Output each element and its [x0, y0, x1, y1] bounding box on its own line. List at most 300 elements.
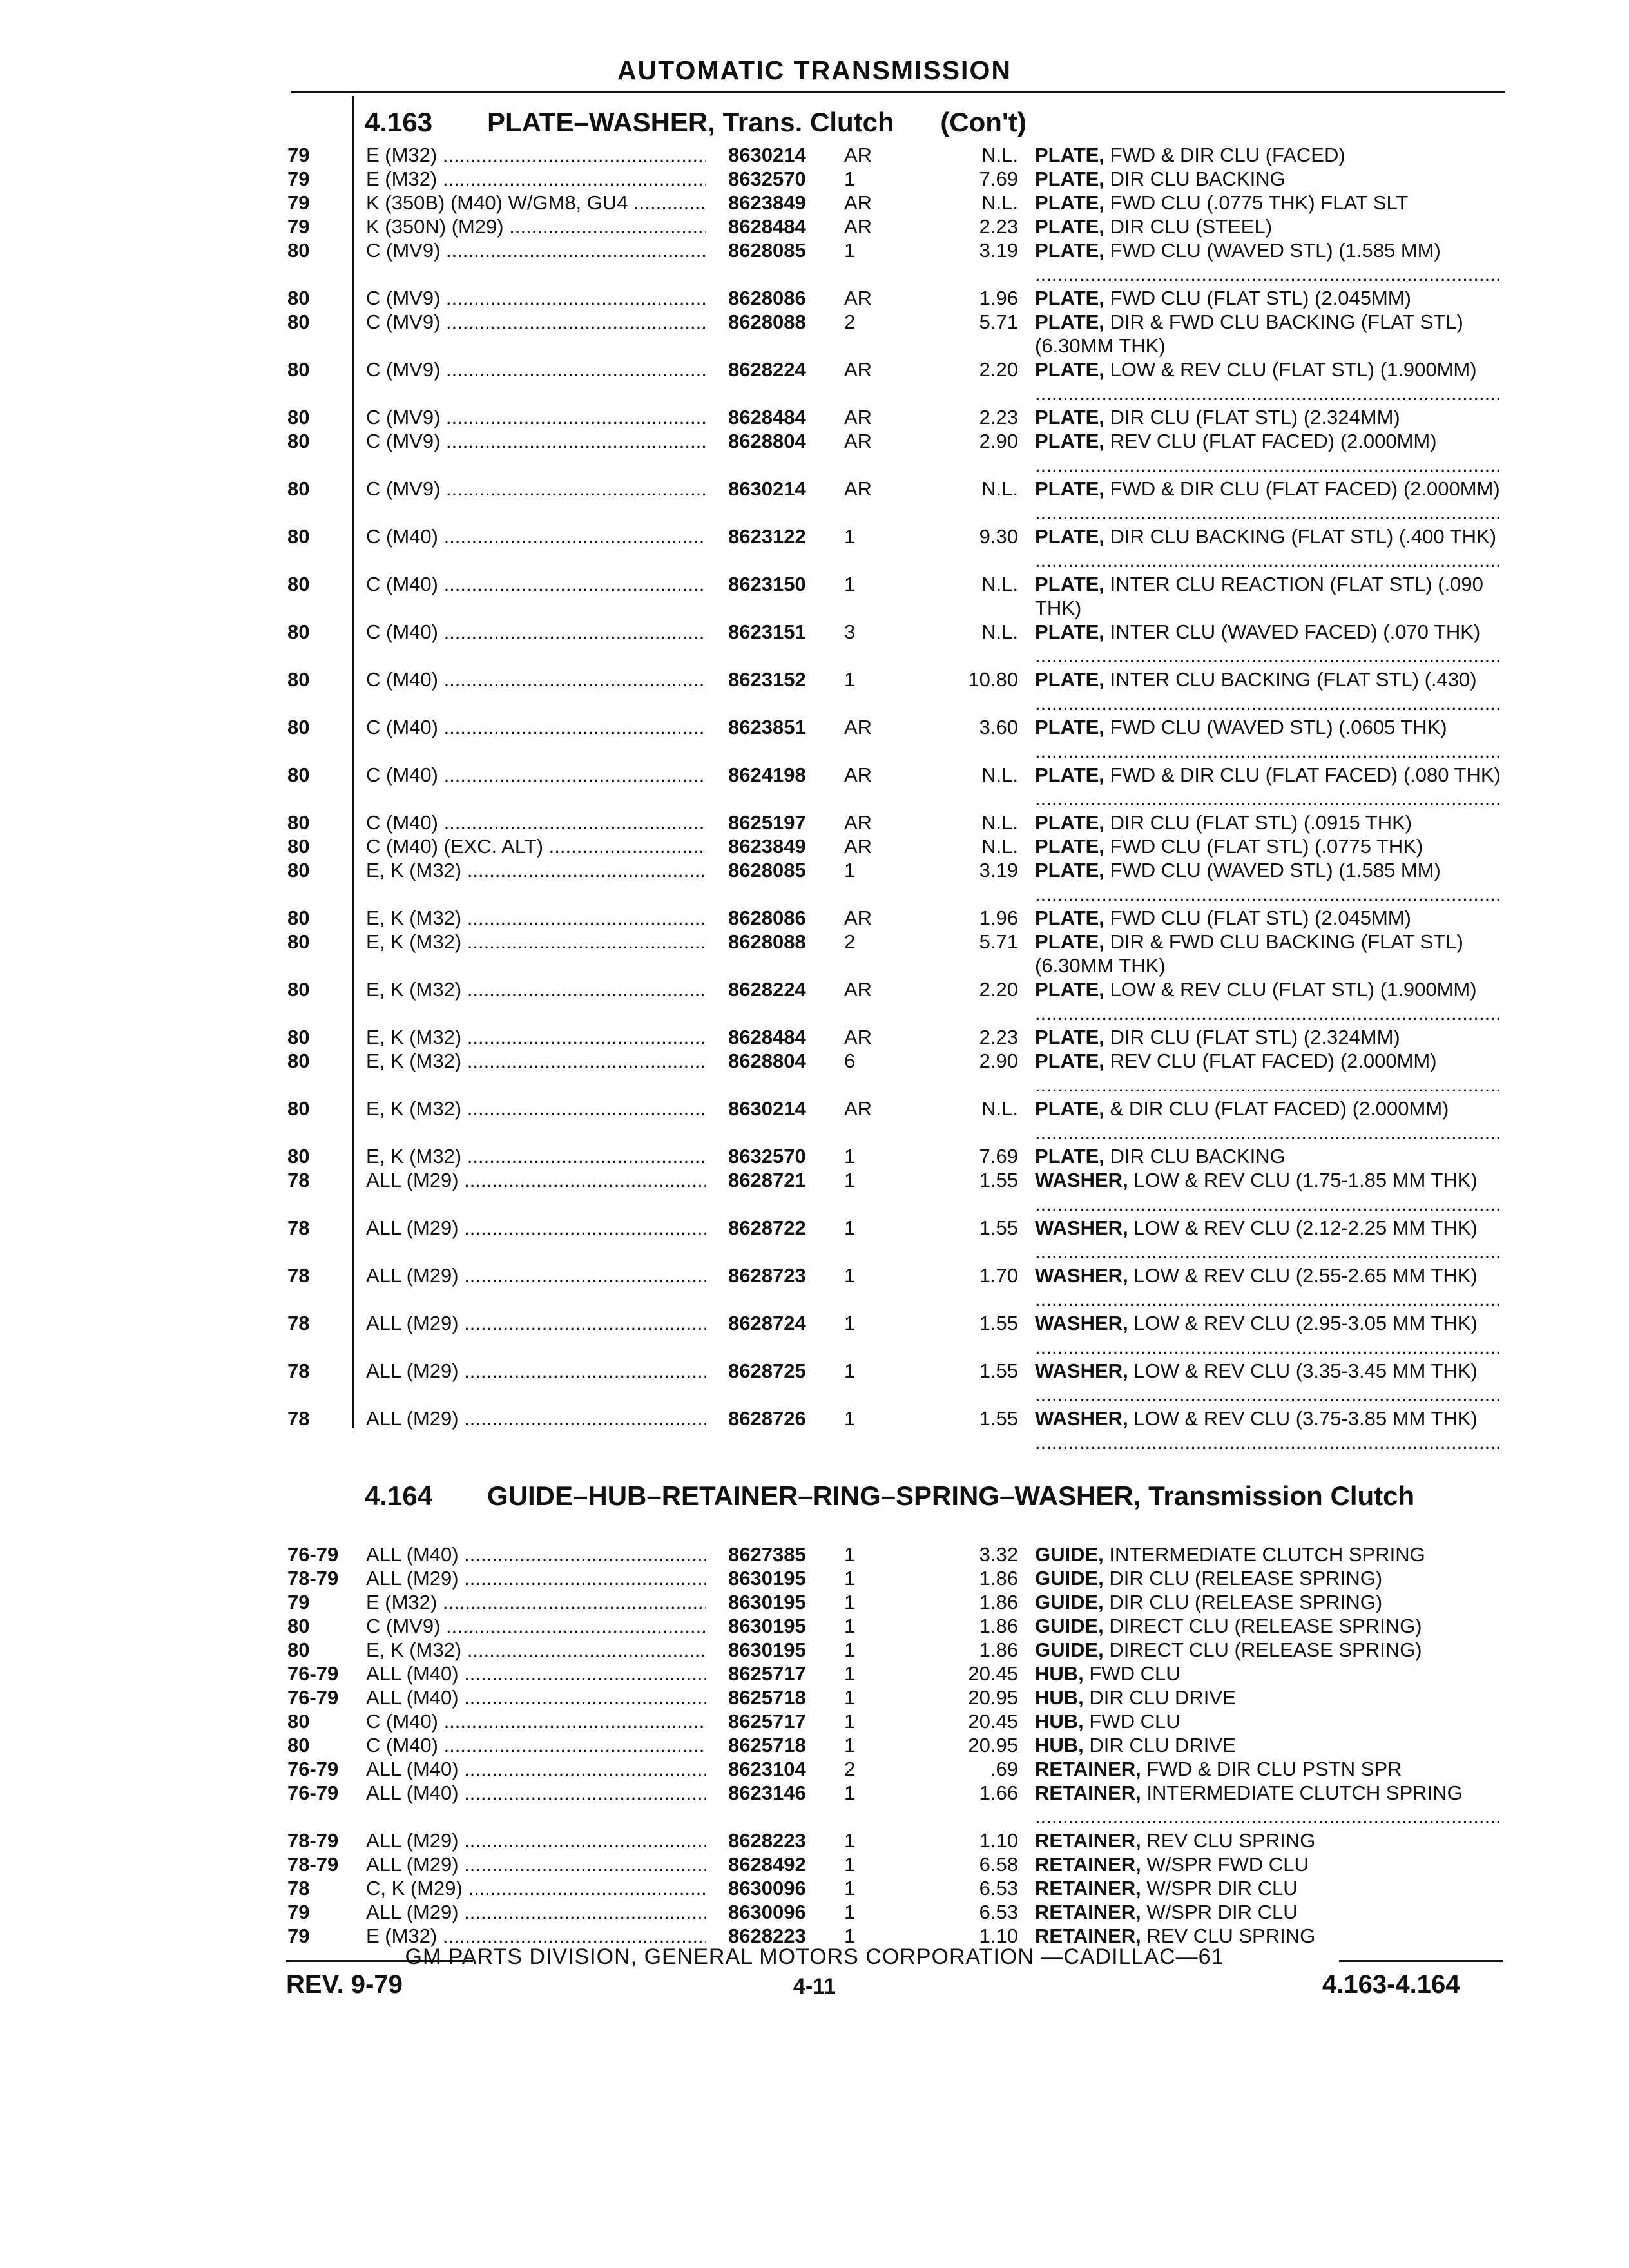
quantity-cell: 1: [844, 1734, 856, 1756]
model-text: C (M40): [366, 811, 438, 834]
description-cell: [1035, 238, 1503, 286]
year-cell: 79: [287, 191, 310, 214]
part-description: [1035, 1710, 1503, 1733]
description-cell: [1035, 930, 1503, 977]
quantity-cell: AR: [844, 907, 872, 929]
part-description-text: FWD CLU (WAVED STL) (.0605 THK): [1110, 716, 1447, 738]
part-description-text: DIR CLU DRIVE: [1089, 1734, 1236, 1756]
model-cell: [366, 1311, 706, 1335]
part-description-text: LOW & REV CLU (2.55-2.65 MM THK): [1133, 1264, 1478, 1287]
part-description-text: DIR CLU (STEEL): [1110, 215, 1273, 238]
description-cell: [1035, 1638, 1503, 1662]
part-number-cell: 8623152: [728, 668, 806, 691]
part-number-cell: 8628085: [728, 859, 806, 881]
year-cell: 80: [287, 311, 310, 333]
part-description: [1035, 1686, 1503, 1709]
price-cell: 1.55: [979, 1216, 1018, 1239]
part-number-cell: 8625717: [728, 1662, 806, 1685]
part-description-text: FWD CLU (FLAT STL) (2.045MM): [1110, 287, 1411, 309]
part-number-cell: 8623104: [728, 1758, 806, 1780]
part-number-cell: 8628086: [728, 907, 806, 929]
description-cell: [1035, 1542, 1503, 1566]
part-name: WASHER,: [1035, 1169, 1128, 1191]
part-number-cell: 8628224: [728, 978, 806, 1001]
part-number-cell: 8628088: [728, 930, 806, 953]
year-cell: 80: [287, 907, 310, 929]
part-description-text: DIR CLU (RELEASE SPRING): [1109, 1567, 1383, 1590]
part-description-text: W/SPR FWD CLU: [1146, 1853, 1309, 1876]
description-cell: [1035, 763, 1503, 811]
part-description-text: W/SPR DIR CLU: [1146, 1877, 1298, 1899]
model-cell: [366, 1216, 706, 1240]
part-number-cell: 8628484: [728, 406, 806, 428]
section-number: 4.163: [365, 107, 433, 137]
year-cell: 78: [287, 1407, 310, 1430]
quantity-cell: 1: [844, 1615, 856, 1637]
description-cell: [1035, 1311, 1503, 1359]
part-number-cell: 8630195: [728, 1591, 806, 1613]
description-cell: [1035, 1757, 1503, 1781]
year-cell: 80: [287, 811, 310, 834]
description-cell: [1035, 858, 1503, 906]
year-cell: 76-79: [287, 1686, 339, 1709]
description-cell: [1035, 477, 1503, 524]
year-cell: 78-79: [287, 1829, 339, 1852]
quantity-cell: 1: [844, 1145, 856, 1168]
part-number-cell: 8623150: [728, 573, 806, 595]
part-description-text: LOW & REV CLU (3.35-3.45 MM THK): [1133, 1360, 1478, 1382]
section-title: GUIDE–HUB–RETAINER–RING–SPRING–WASHER, Transmission Clutch: [487, 1481, 1415, 1511]
year-cell: 79: [287, 1925, 310, 1947]
part-description-text: DIR & FWD CLU BACKING (FLAT STL) (6.30MM THK): [1035, 930, 1463, 977]
price-cell: 1.55: [979, 1407, 1018, 1430]
header-rule: [291, 91, 1505, 93]
part-description-text: W/SPR DIR CLU: [1146, 1901, 1298, 1923]
part-number-cell: 8625197: [728, 811, 806, 834]
quantity-cell: AR: [844, 811, 872, 834]
model-text: C (MV9): [366, 311, 441, 333]
part-name: HUB,: [1035, 1710, 1084, 1733]
year-cell: 78: [287, 1312, 310, 1334]
part-name: PLATE,: [1035, 668, 1104, 691]
part-name: GUIDE,: [1035, 1591, 1104, 1613]
part-description-text: DIR CLU (FLAT STL) (.0915 THK): [1110, 811, 1412, 834]
price-cell: 2.20: [979, 358, 1018, 381]
quantity-cell: 1: [844, 525, 856, 548]
revision-label: REV. 9-79: [286, 1970, 403, 1999]
model-text: E (M32): [366, 168, 438, 190]
section-title: PLATE–WASHER, Trans. Clutch: [487, 107, 894, 137]
price-cell: 10.80: [968, 668, 1018, 691]
quantity-cell: 1: [844, 1407, 856, 1430]
quantity-cell: AR: [844, 1097, 872, 1120]
part-number-cell: 8628724: [728, 1312, 806, 1334]
page-title: AUTOMATIC TRANSMISSION: [617, 55, 1012, 85]
part-name: PLATE,: [1035, 215, 1104, 238]
part-description-text: LOW & REV CLU (1.75-1.85 MM THK): [1133, 1169, 1478, 1191]
description-cell: [1035, 1566, 1503, 1590]
year-cell: 80: [287, 1050, 310, 1072]
model-text: ALL (M40): [366, 1686, 459, 1709]
year-cell: 78: [287, 1216, 310, 1239]
model-text: C (MV9): [366, 287, 441, 309]
part-number-cell: 8623851: [728, 716, 806, 738]
part-name: GUIDE,: [1035, 1543, 1104, 1566]
model-cell: [366, 238, 706, 262]
model-text: ALL (M29): [366, 1567, 459, 1590]
description-cell: [1035, 620, 1503, 668]
part-name: HUB,: [1035, 1734, 1084, 1756]
part-number-cell: 8630096: [728, 1901, 806, 1923]
part-name: PLATE,: [1035, 287, 1104, 309]
model-text: C (MV9): [366, 477, 441, 500]
model-cell: [366, 1407, 706, 1430]
section-range: 4.163-4.164: [1322, 1970, 1460, 1999]
price-cell: 1.86: [979, 1567, 1018, 1590]
price-cell: 2.90: [979, 1050, 1018, 1072]
price-cell: N.L.: [981, 191, 1018, 214]
year-cell: 80: [287, 477, 310, 500]
price-cell: 3.19: [979, 239, 1018, 262]
price-cell: N.L.: [981, 477, 1018, 500]
part-number-cell: 8628722: [728, 1216, 806, 1239]
price-cell: 5.71: [979, 930, 1018, 953]
part-number-cell: 8623151: [728, 620, 806, 643]
part-name: RETAINER,: [1035, 1877, 1141, 1899]
quantity-cell: 1: [844, 1877, 856, 1899]
quantity-cell: 1: [844, 1312, 856, 1334]
part-number-cell: 8630214: [728, 1097, 806, 1120]
part-name: PLATE,: [1035, 406, 1104, 428]
part-description-text: DIR & FWD CLU BACKING (FLAT STL) (6.30MM THK): [1035, 311, 1463, 357]
price-cell: 7.69: [979, 1145, 1018, 1168]
model-text: C (MV9): [366, 1615, 441, 1637]
model-text: ALL (M29): [366, 1360, 459, 1382]
model-cell: [366, 1359, 706, 1383]
part-description-text: LOW & REV CLU (FLAT STL) (1.900MM): [1110, 358, 1477, 381]
part-name: WASHER,: [1035, 1407, 1128, 1430]
price-cell: 2.23: [979, 406, 1018, 428]
quantity-cell: 2: [844, 930, 856, 953]
part-description-text: LOW & REV CLU (2.12-2.25 MM THK): [1133, 1216, 1478, 1239]
model-text: C (M40): [366, 525, 438, 548]
model-text: E, K (M32): [366, 859, 462, 881]
year-cell: 79: [287, 1591, 310, 1613]
model-text: E, K (M32): [366, 907, 462, 929]
model-cell: [366, 1781, 706, 1805]
part-name: PLATE,: [1035, 835, 1104, 858]
model-text: K (350N) (M29): [366, 215, 504, 238]
part-name: HUB,: [1035, 1662, 1084, 1685]
part-number-cell: 8627385: [728, 1543, 806, 1566]
quantity-cell: AR: [844, 978, 872, 1001]
part-number-cell: 8628223: [728, 1829, 806, 1852]
quantity-cell: 3: [844, 620, 856, 643]
model-cell: [366, 429, 706, 453]
price-cell: 1.96: [979, 907, 1018, 929]
year-cell: 80: [287, 525, 310, 548]
part-name: PLATE,: [1035, 978, 1104, 1001]
price-cell: 1.86: [979, 1615, 1018, 1637]
year-cell: 80: [287, 239, 310, 262]
model-text: ALL (M29): [366, 1901, 459, 1923]
model-cell: [366, 834, 706, 858]
price-cell: 9.30: [979, 525, 1018, 548]
part-description-text: INTER CLU REACTION (FLAT STL) (.090 THK): [1035, 573, 1483, 619]
quantity-cell: 1: [844, 1662, 856, 1685]
year-cell: 78: [287, 1360, 310, 1382]
model-text: K (350B) (M40) W/GM8, GU4: [366, 191, 628, 214]
part-name: GUIDE,: [1035, 1615, 1104, 1637]
part-name: PLATE,: [1035, 907, 1104, 929]
description-cell: [1035, 1359, 1503, 1407]
part-name: PLATE,: [1035, 716, 1104, 738]
part-name: PLATE,: [1035, 930, 1104, 953]
quantity-cell: 2: [844, 1758, 856, 1780]
part-name: RETAINER,: [1035, 1829, 1141, 1852]
part-description: [1035, 1734, 1503, 1757]
year-cell: 76-79: [287, 1782, 339, 1804]
part-description-text: DIR CLU DRIVE: [1089, 1686, 1236, 1709]
year-cell: 80: [287, 835, 310, 858]
part-name: PLATE,: [1035, 168, 1104, 190]
model-text: ALL (M29): [366, 1169, 459, 1191]
part-description-text: INTER CLU BACKING (FLAT STL) (.430): [1110, 668, 1477, 691]
description-cell: [1035, 191, 1503, 215]
model-text: C (M40): [366, 1734, 438, 1756]
quantity-cell: AR: [844, 430, 872, 452]
quantity-cell: 1: [844, 1543, 856, 1566]
model-cell: [366, 906, 706, 930]
year-cell: 78-79: [287, 1567, 339, 1590]
part-number-cell: 8628224: [728, 358, 806, 381]
description-cell: [1035, 977, 1503, 1025]
part-description: [1035, 1662, 1503, 1686]
part-number-cell: 8624198: [728, 764, 806, 786]
description-cell: [1035, 715, 1503, 763]
part-number-cell: 8630096: [728, 1877, 806, 1899]
quantity-cell: AR: [844, 1026, 872, 1048]
part-number-cell: 8630195: [728, 1639, 806, 1661]
year-cell: 80: [287, 620, 310, 643]
quantity-cell: 1: [844, 1925, 856, 1947]
year-cell: 79: [287, 144, 310, 166]
description-cell: [1035, 1876, 1503, 1900]
quantity-cell: 6: [844, 1050, 856, 1072]
part-name: RETAINER,: [1035, 1925, 1141, 1947]
part-number-cell: 8628223: [728, 1925, 806, 1947]
quantity-cell: 1: [844, 1591, 856, 1613]
part-number-cell: 8628088: [728, 311, 806, 333]
year-cell: 78-79: [287, 1853, 339, 1876]
quantity-cell: 1: [844, 1901, 856, 1923]
part-number-cell: 8630214: [728, 477, 806, 500]
description-cell: [1035, 906, 1503, 930]
year-cell: 80: [287, 978, 310, 1001]
quantity-cell: AR: [844, 835, 872, 858]
year-cell: 79: [287, 1901, 310, 1923]
year-cell: 80: [287, 1615, 310, 1637]
part-name: PLATE,: [1035, 239, 1104, 262]
quantity-cell: AR: [844, 477, 872, 500]
part-description-text: FWD CLU (WAVED STL) (1.585 MM): [1110, 239, 1441, 262]
year-cell: 76-79: [287, 1758, 339, 1780]
price-cell: 1.66: [979, 1782, 1018, 1804]
model-text: E, K (M32): [366, 978, 462, 1001]
description-cell: [1035, 1662, 1503, 1686]
part-description-text: INTERMEDIATE CLUTCH SPRING: [1146, 1782, 1463, 1804]
model-text: ALL (M29): [366, 1264, 459, 1287]
quantity-cell: 1: [844, 859, 856, 881]
part-description-text: FWD & DIR CLU (FLAT FACED) (.080 THK): [1110, 764, 1501, 786]
model-cell: [366, 191, 706, 215]
part-number-cell: 8630214: [728, 144, 806, 166]
price-cell: 1.10: [979, 1925, 1018, 1947]
part-name: HUB,: [1035, 1686, 1084, 1709]
price-cell: 2.90: [979, 430, 1018, 452]
model-cell: [366, 1900, 706, 1924]
quantity-cell: AR: [844, 358, 872, 381]
model-cell: [366, 1264, 706, 1287]
price-cell: 1.70: [979, 1264, 1018, 1287]
footer-publisher: GM PARTS DIVISION, GENERAL MOTORS CORPORATION —CADILLAC—61: [405, 1945, 1224, 1969]
part-description-text: REV CLU (FLAT FACED) (2.000MM): [1110, 430, 1437, 452]
part-description-text: REV CLU (FLAT FACED) (2.000MM): [1110, 1050, 1437, 1072]
price-cell: 6.53: [979, 1877, 1018, 1899]
quantity-cell: 1: [844, 1710, 856, 1733]
part-number-cell: 8628484: [728, 215, 806, 238]
model-text: ALL (M29): [366, 1312, 459, 1334]
part-description-text: LOW & REV CLU (2.95-3.05 MM THK): [1133, 1312, 1478, 1334]
model-cell: [366, 1852, 706, 1876]
model-text: C (M40): [366, 668, 438, 691]
model-cell: [366, 1590, 706, 1614]
part-number-cell: 8625718: [728, 1686, 806, 1709]
model-cell: [366, 286, 706, 310]
part-name: GUIDE,: [1035, 1639, 1104, 1661]
quantity-cell: 1: [844, 1169, 856, 1191]
model-cell: [366, 1662, 706, 1686]
part-description-text: DIR CLU BACKING (FLAT STL) (.400 THK): [1110, 525, 1497, 548]
section-cont: (Con't): [940, 107, 1027, 137]
year-cell: 79: [287, 168, 310, 190]
description-cell: [1035, 429, 1503, 477]
model-text: C (M40) (EXC. ALT): [366, 835, 544, 858]
price-cell: N.L.: [981, 764, 1018, 786]
price-cell: N.L.: [981, 811, 1018, 834]
part-number-cell: 8628726: [728, 1407, 806, 1430]
model-cell: [366, 1025, 706, 1049]
quantity-cell: AR: [844, 406, 872, 428]
part-description-text: FWD CLU: [1089, 1710, 1181, 1733]
model-text: ALL (M29): [366, 1853, 459, 1876]
part-name: PLATE,: [1035, 1050, 1104, 1072]
description-cell: [1035, 1614, 1503, 1638]
quantity-cell: 1: [844, 239, 856, 262]
model-text: E (M32): [366, 144, 438, 166]
model-text: E (M32): [366, 1591, 438, 1613]
price-cell: 2.20: [979, 978, 1018, 1001]
part-description-text: FWD CLU (.0775 THK) FLAT SLT: [1110, 191, 1408, 214]
model-text: C (M40): [366, 764, 438, 786]
model-text: ALL (M40): [366, 1782, 459, 1804]
model-cell: [366, 930, 706, 954]
description-cell: [1035, 1407, 1503, 1454]
description-cell: [1035, 1900, 1503, 1924]
description-cell: [1035, 405, 1503, 429]
quantity-cell: AR: [844, 764, 872, 786]
part-number-cell: 8625718: [728, 1734, 806, 1756]
description-cell: [1035, 1686, 1503, 1709]
model-text: C (M40): [366, 620, 438, 643]
year-cell: 80: [287, 287, 310, 309]
part-description-text: REV CLU SPRING: [1146, 1829, 1316, 1852]
year-cell: 78: [287, 1877, 310, 1899]
quantity-cell: 1: [844, 668, 856, 691]
price-cell: 5.71: [979, 311, 1018, 333]
year-cell: 80: [287, 764, 310, 786]
model-cell: [366, 1168, 706, 1192]
price-cell: 3.32: [979, 1543, 1018, 1566]
year-cell: 80: [287, 1710, 310, 1733]
part-name: PLATE,: [1035, 144, 1104, 166]
model-cell: [366, 167, 706, 191]
model-cell: [366, 1876, 706, 1900]
part-description-text: FWD CLU (WAVED STL) (1.585 MM): [1110, 859, 1441, 881]
description-cell: [1035, 1733, 1503, 1757]
model-text: ALL (M40): [366, 1758, 459, 1780]
model-cell: [366, 1829, 706, 1852]
year-cell: 80: [287, 930, 310, 953]
description-cell: [1035, 143, 1503, 167]
year-cell: 78: [287, 1264, 310, 1287]
left-column-rule: [352, 96, 354, 1428]
part-description-text: & DIR CLU (FLAT FACED) (2.000MM): [1110, 1097, 1449, 1120]
part-number-cell: 8628086: [728, 287, 806, 309]
quantity-cell: 1: [844, 1686, 856, 1709]
price-cell: 7.69: [979, 168, 1018, 190]
model-cell: [366, 405, 706, 429]
part-description-text: DIR CLU (RELEASE SPRING): [1109, 1591, 1383, 1613]
model-cell: [366, 1542, 706, 1566]
year-cell: 79: [287, 215, 310, 238]
model-text: ALL (M29): [366, 1829, 459, 1852]
part-description-text: DIR CLU (FLAT STL) (2.324MM): [1110, 1026, 1400, 1048]
quantity-cell: 1: [844, 1829, 856, 1852]
part-number-cell: 8623849: [728, 191, 806, 214]
model-cell: [366, 1638, 706, 1662]
model-cell: [366, 858, 706, 882]
section-heading: [365, 1481, 1414, 1512]
part-description-text: DIR CLU BACKING: [1110, 1145, 1286, 1168]
model-text: C (M40): [366, 716, 438, 738]
part-name: PLATE,: [1035, 191, 1104, 214]
model-text: ALL (M29): [366, 1407, 459, 1430]
quantity-cell: AR: [844, 215, 872, 238]
year-cell: 76-79: [287, 1662, 339, 1685]
model-text: E, K (M32): [366, 1639, 462, 1661]
model-text: C (MV9): [366, 406, 441, 428]
description-cell: [1035, 811, 1503, 834]
part-name: WASHER,: [1035, 1312, 1128, 1334]
model-cell: [366, 977, 706, 1001]
model-text: E (M32): [366, 1925, 438, 1947]
part-number-cell: 8628723: [728, 1264, 806, 1287]
description-cell: [1035, 834, 1503, 858]
model-cell: [366, 763, 706, 787]
year-cell: 80: [287, 1734, 310, 1756]
model-cell: [366, 1757, 706, 1781]
